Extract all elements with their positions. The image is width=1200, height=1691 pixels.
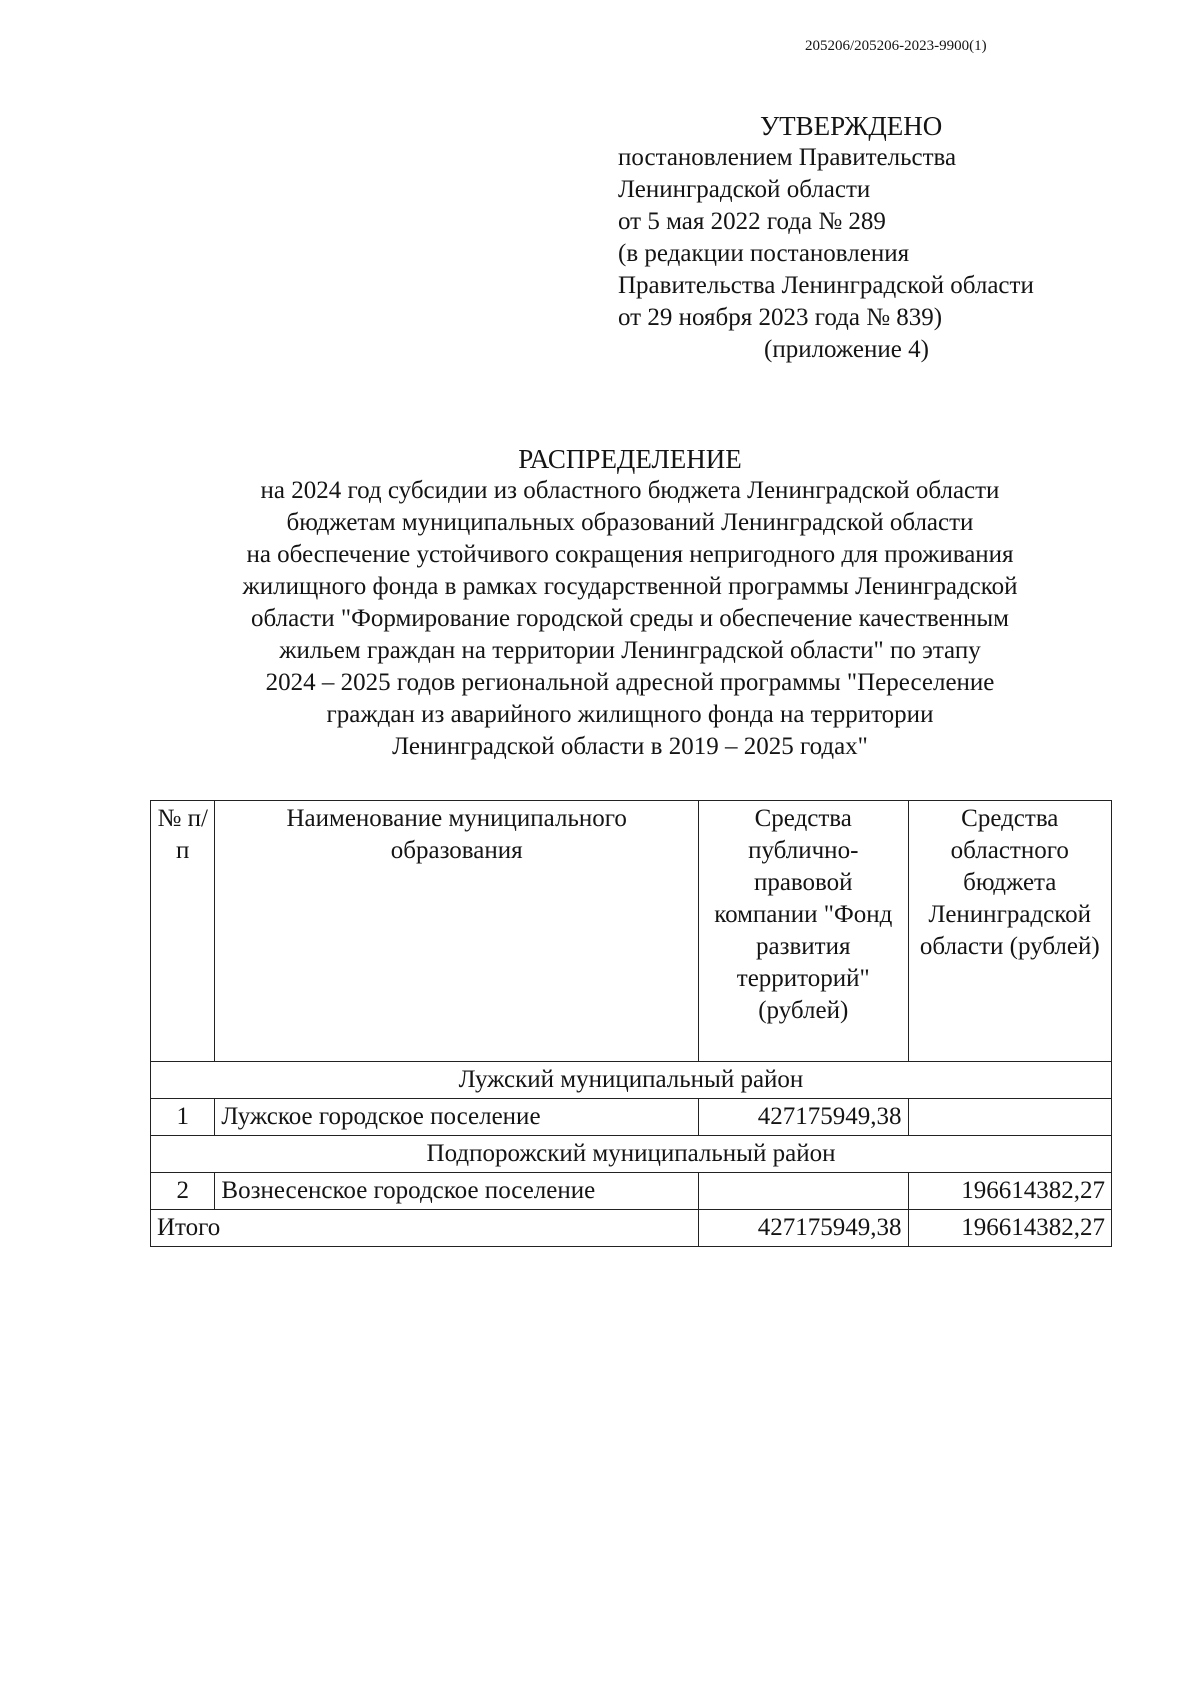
distribution-table — [150, 800, 1112, 1247]
approval-heading: УТВЕРЖДЕНО — [760, 111, 943, 141]
row-number: 2 — [151, 1173, 215, 1210]
district-name: Подпорожский муниципальный район — [151, 1136, 1112, 1173]
row-regional-value — [908, 1099, 1111, 1136]
approval-line: постановлением Правительства — [618, 144, 957, 171]
row-municipality: Лужское городское поселение — [215, 1099, 699, 1136]
row-number: 1 — [151, 1099, 215, 1136]
approval-line: Правительства Ленинградской области — [618, 272, 1034, 299]
title-line: на обеспечение устойчивого сокращения непригодного для проживания — [246, 541, 1014, 568]
document-title: РАСПРЕДЕЛЕНИЕ — [518, 444, 742, 474]
approval-line: Ленинградской области — [618, 176, 871, 203]
approval-line: от 29 ноября 2023 года № 839) — [618, 304, 943, 331]
title-line: бюджетам муниципальных образований Ленинградской области — [286, 509, 974, 536]
header-number: № п/п — [151, 801, 215, 1062]
document-title-block — [130, 443, 1130, 763]
row-fund-value: 427175949,38 — [698, 1099, 908, 1136]
row-municipality: Вознесенское городское поселение — [215, 1173, 699, 1210]
title-line: 2024 – 2025 годов региональной адресной программы "Переселение — [265, 669, 995, 696]
table-header-row — [151, 801, 1112, 1062]
district-row — [151, 1062, 1112, 1099]
total-fund-value: 427175949,38 — [698, 1210, 908, 1247]
title-line: жилищного фонда в рамках государственной программы Ленинградской — [242, 573, 1018, 600]
header-regional-budget: Средства областного бюджета Ленинградской области (рублей) — [908, 801, 1111, 1062]
header-fund-means: Средства публично-правовой компании "Фонд развития территорий" (рублей) — [698, 801, 908, 1062]
total-label: Итого — [151, 1210, 699, 1247]
title-line: Ленинградской области в 2019 – 2025 годах" — [392, 733, 868, 760]
title-line: жильем граждан на территории Ленинградской области" по этапу — [279, 637, 981, 664]
header-municipality: Наименование муниципального образования — [215, 801, 699, 1062]
approval-line: от 5 мая 2022 года № 289 — [618, 208, 886, 235]
total-regional-value: 196614382,27 — [908, 1210, 1111, 1247]
table-row — [151, 1173, 1112, 1210]
title-line: области "Формирование городской среды и обеспечение качественным — [251, 605, 1009, 632]
document-id: 205206/205206-2023-9900(1) — [805, 38, 987, 54]
row-regional-value: 196614382,27 — [908, 1173, 1111, 1210]
total-row — [151, 1210, 1112, 1247]
district-row — [151, 1136, 1112, 1173]
row-fund-value — [698, 1173, 908, 1210]
approval-block — [618, 110, 1088, 366]
title-line: на 2024 год субсидии из областного бюджета Ленинградской области — [260, 477, 1000, 504]
approval-line: (в редакции постановления — [618, 240, 910, 267]
title-line: граждан из аварийного жилищного фонда на территории — [326, 701, 934, 728]
district-name: Лужский муниципальный район — [151, 1062, 1112, 1099]
table-row — [151, 1099, 1112, 1136]
appendix-label: (приложение 4) — [764, 336, 929, 363]
